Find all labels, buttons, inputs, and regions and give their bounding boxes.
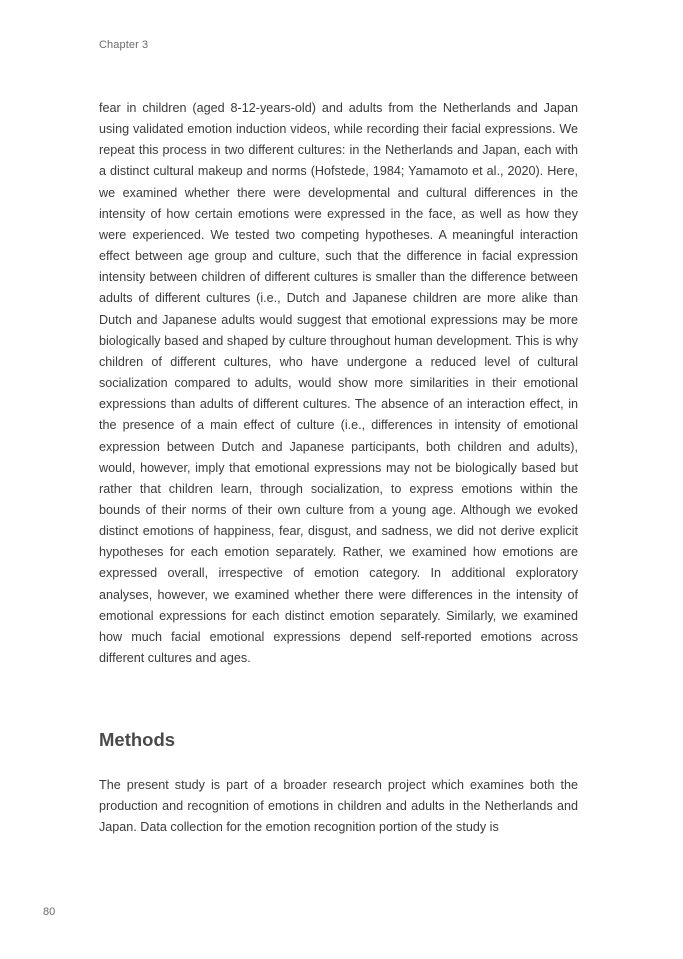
body-paragraph-methods: The present study is part of a broader research project which examines both the production and recognition of emotions in children and adults in the Netherlands and Japan. Data collection for the emotion recognition portion of the study is <box>99 778 578 835</box>
section-heading-methods: Methods <box>99 729 176 750</box>
page-number: 80 <box>43 906 56 918</box>
running-head: Chapter 3 <box>99 39 149 51</box>
body-paragraph-intro: fear in children (aged 8-12-years-old) and adults from the Netherlands and Japan using validated emotion induction videos, while recording their facial expressions. We repeat this process in two different cultures: in the Netherlands and Japan, each with a distinct cultural makeup and norms (Hofstede, 1984; Yamamoto et al., 2020). Here, we examined whether there were developmental and cultural differences in the intensity of how certain emotions were expressed in the face, as well as how they were experienced. We tested two competing hypotheses. A meaningful interaction effect between age group and culture, such that the difference in facial expression intensity between children of different cultures is smaller than the difference between adults of different cultures (i.e., Dutch and Japanese children are more alike than Dutch and Japanese adults would suggest that emotional expressions may be more biologically based and shaped by culture throughout human development. This is why children of different cultures, who have undergone a reduced level of cultural socialization compared to adults, would show more similarities in their emotional expressions than adults of different cultures. The absence of an interaction effect, in the presence of a main effect of culture (i.e., differences in intensity of emotional expression between Dutch and Japanese participants, both children and adults), would, however, imply that emotional expressions may not be biologically based but rather that children learn, through socialization, to express emotions within the bounds of their norms of their own culture from a young age. Although we evoked distinct emotions of happiness, fear, disgust, and sadness, we did not derive explicit hypotheses for each emotion separately. Rather, we examined how emotions are expressed overall, irrespective of emotion category. In additional exploratory analyses, however, we examined whether there were differences in the intensity of emotional expressions for each distinct emotion separately. Similarly, we examined how much facial emotional expressions depend self-reported emotions across different cultures and ages. <box>99 101 578 666</box>
